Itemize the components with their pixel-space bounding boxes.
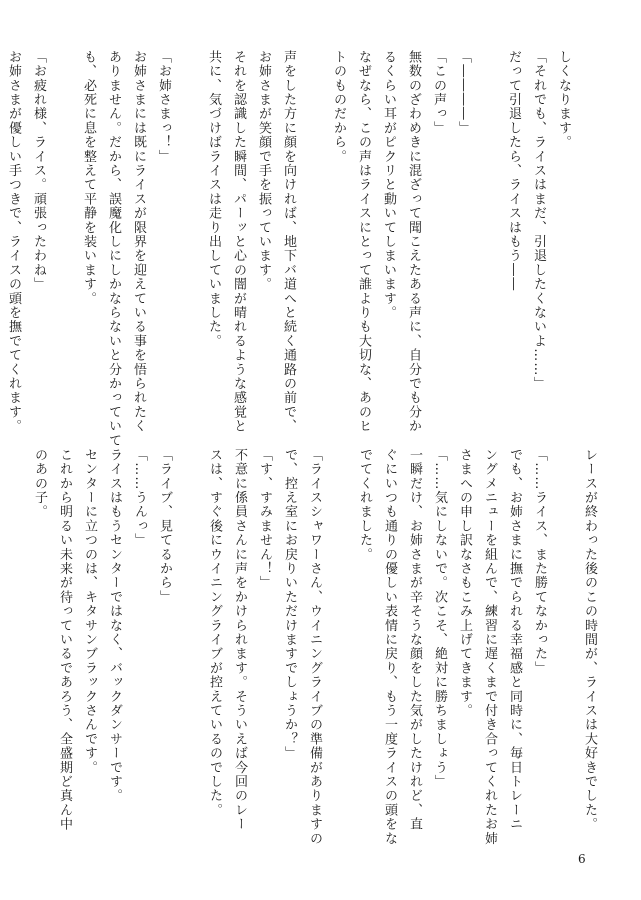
text-line <box>552 448 577 828</box>
text-line: 「す、すみません！」 <box>257 448 272 590</box>
text-line: 無数のざわめきに混ざって聞こえたある声に、自分でも分か <box>406 50 421 434</box>
text-line: スは、すぐ後にウイニングライブが控えているのでした。 <box>207 448 222 818</box>
text-line: 「――――」 <box>456 50 471 136</box>
text-line: さまへの申し訳なさもこみ上げてきます。 <box>457 448 472 718</box>
text-line: 「ライブ、見てるから」 <box>157 448 172 605</box>
text-line: レースが終わった後のこの時間が、ライスは大好きでした。 <box>582 448 597 832</box>
text-line: ライスはもうセンターではなく、バックダンサーです。 <box>107 448 122 803</box>
text-line: 「……うんっ」 <box>132 448 147 548</box>
text-line: お姉さまには既にライスが限界を迎えている事を悟られたく <box>131 50 146 434</box>
text-line: これから明るい未来が待っているであろう、全盛期ど真ん中 <box>57 448 72 832</box>
text-line <box>476 50 501 420</box>
text-line: 「お疲れ様、ライス。頑張ったわね」 <box>31 50 46 292</box>
text-line: 「……気にしないで。次こそ、絶対に勝ちましょう」 <box>432 448 447 789</box>
text-line: 声をした方に顔を向ければ、地下バ道へと続く通路の前で、 <box>281 50 296 434</box>
page-number: 6 <box>578 852 586 866</box>
text-line: ぐにいつも通りの優しい表情に戻り、もう一度ライスの頭をな <box>382 448 397 846</box>
text-line: でも、お姉さまに撫でられる幸福感と同時に、毎日トレーニ <box>507 448 522 832</box>
text-line <box>177 448 202 828</box>
text-line: 「それでも、ライスはまだ、引退したくないよ……」 <box>531 50 546 391</box>
text-line: しくなります。 <box>556 50 571 150</box>
text-column-bottom <box>32 448 602 846</box>
text-line: それを認識した瞬間、パーッと心の闇が晴れるような感覚と <box>231 50 246 434</box>
text-column-top <box>6 50 576 448</box>
text-line: ングメニューを組んで、練習に遅くまで付き合ってくれたお姉 <box>482 448 497 846</box>
text-line <box>51 50 76 420</box>
text-line: なぜなら、この声はライスにとって誰よりも大切な、あのヒ <box>356 50 371 434</box>
text-line: のあの子。 <box>32 448 47 519</box>
text-line: だって引退したら、ライスはもう―― <box>506 50 521 292</box>
text-line: トのものだから。 <box>331 50 346 164</box>
text-line: も、必死に息を整えて平静を装います。 <box>81 50 96 306</box>
text-line: 「お姉さまっ！」 <box>156 50 171 164</box>
text-line: で、控え室にお戻りいただけますでしょうか？」 <box>282 448 297 761</box>
text-line: お姉さまが優しい手つきで、ライスの頭を撫でてくれます。 <box>6 50 21 434</box>
text-line: センターに立つのは、キタサンブラックさんです。 <box>82 448 97 775</box>
text-line <box>176 50 201 420</box>
text-line: 一瞬だけ、お姉さまが辛そうな顔をした気がしたけれど、直 <box>407 448 422 832</box>
text-line <box>327 448 352 828</box>
text-line: でてくれました。 <box>357 448 372 562</box>
text-line: 共に、気づけばライスは走り出していました。 <box>206 50 221 349</box>
text-line: 「ライスシャワーさん、ウイニングライブの準備がありますの <box>307 448 322 846</box>
text-line: ありません。だから、誤魔化しにしかならないと分かっていて <box>106 50 121 448</box>
text-line <box>301 50 326 420</box>
text-line: お姉さまが笑顔で手を振っています。 <box>256 50 271 292</box>
text-line: 「この声っ」 <box>431 50 446 136</box>
text-line: 不意に係員さんに声をかけられます。そういえば今回のレー <box>232 448 247 832</box>
text-line: るくらい耳がピクリと動いてしまいます。 <box>381 50 396 320</box>
text-line: 「……ライス、また勝てなかった」 <box>532 448 547 676</box>
